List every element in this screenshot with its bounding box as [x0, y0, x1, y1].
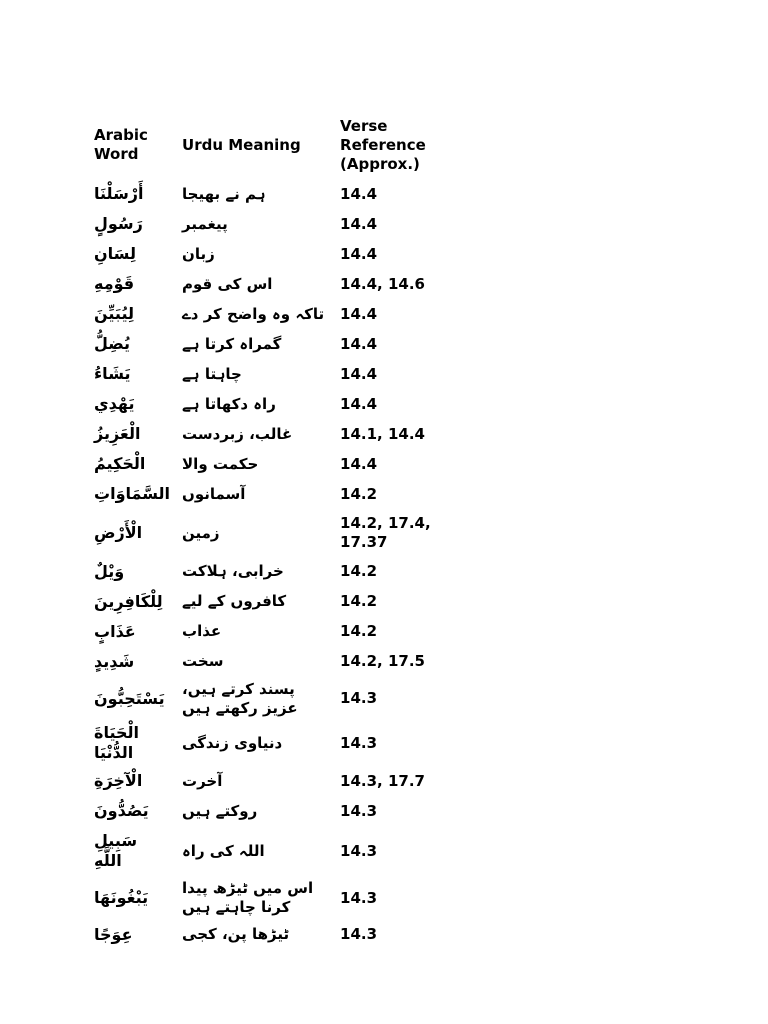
verse-reference-cell: 14.4, 14.6	[340, 274, 425, 293]
verse-reference-cell: 14.4	[340, 244, 378, 263]
arabic-word-cell: الْعَزِيزُ	[94, 424, 141, 444]
arabic-word-cell: أَرْسَلْنَا	[94, 184, 144, 204]
table-row	[88, 209, 484, 239]
verse-reference-cell: 14.3	[340, 888, 378, 907]
urdu-meaning-cell: حکمت والا	[182, 454, 259, 473]
arabic-word-cell: رَسُولٍ	[94, 214, 143, 234]
urdu-meaning-cell: کافروں کے لیے	[182, 592, 287, 611]
urdu-meaning-cell: ٹیڑھا پن، کجی	[182, 925, 290, 944]
verse-reference-cell: 14.3	[340, 689, 378, 708]
table-row	[88, 557, 484, 587]
arabic-word-cell: يُضِلُّ	[94, 334, 131, 354]
verse-reference-cell: 14.2	[340, 622, 378, 641]
header-verse-reference: Verse Reference (Approx.)	[340, 117, 426, 173]
urdu-meaning-cell: خرابی، ہلاکت	[182, 562, 284, 581]
table-row	[88, 389, 484, 419]
verse-reference-cell: 14.2	[340, 562, 378, 581]
header-arabic-word: Arabic Word	[94, 126, 148, 164]
arabic-word-cell: يَصُدُّونَ	[94, 801, 149, 821]
arabic-word-cell: عِوَجًا	[94, 924, 133, 944]
table-row	[88, 269, 484, 299]
urdu-meaning-cell: آخرت	[182, 771, 223, 790]
header-urdu-meaning: Urdu Meaning	[182, 135, 301, 154]
urdu-meaning-cell: اللہ کی راہ	[182, 841, 265, 860]
urdu-meaning-cell: دنیاوی زندگی	[182, 733, 283, 752]
verse-reference-cell: 14.4	[340, 364, 378, 383]
table-row	[88, 359, 484, 389]
verse-reference-cell: 14.3	[340, 733, 378, 752]
arabic-word-cell: عَذَابٍ	[94, 621, 136, 641]
urdu-meaning-cell: گمراہ کرتا ہے	[182, 334, 282, 353]
table-body	[88, 179, 484, 950]
urdu-meaning-cell: ہم نے بھیجا	[182, 184, 266, 203]
arabic-word-cell: لِسَانِ	[94, 244, 136, 264]
verse-reference-cell: 14.4	[340, 214, 378, 233]
table-row	[88, 449, 484, 479]
table-row	[88, 677, 484, 721]
table-row	[88, 647, 484, 677]
verse-reference-cell: 14.4	[340, 304, 378, 323]
table-row	[88, 479, 484, 509]
arabic-word-cell: السَّمَاوَاتِ	[94, 484, 171, 504]
table-row	[88, 419, 484, 449]
urdu-meaning-cell: سخت	[182, 652, 224, 671]
arabic-word-cell: الْآخِرَةِ	[94, 771, 143, 791]
table-row	[88, 720, 484, 766]
urdu-meaning-cell: تاکہ وہ واضح کر دے	[182, 304, 325, 323]
header-row	[88, 112, 484, 179]
urdu-meaning-cell: روکتے ہیں	[182, 801, 258, 820]
arabic-word-cell: لِيُبَيِّنَ	[94, 304, 134, 324]
urdu-meaning-cell: پیغمبر	[182, 214, 228, 233]
verse-reference-cell: 14.4	[340, 454, 378, 473]
table-row	[88, 876, 484, 920]
urdu-meaning-cell: چاہتا ہے	[182, 364, 242, 383]
arabic-word-cell: شَدِيدٍ	[94, 651, 135, 671]
urdu-meaning-cell: اس میں ٹیڑھ پیدا کرنا چاہتے ہیں	[182, 879, 314, 916]
verse-reference-cell: 14.2	[340, 592, 378, 611]
table-row	[88, 766, 484, 796]
arabic-word-cell: يَسْتَحِبُّونَ	[94, 688, 165, 708]
table-row	[88, 587, 484, 617]
arabic-word-cell: سَبِيلِ اللَّهِ	[94, 831, 138, 871]
arabic-word-cell: يَهْدِي	[94, 394, 135, 414]
urdu-meaning-cell: زبان	[182, 244, 215, 263]
arabic-word-cell: يَبْغُونَهَا	[94, 888, 149, 907]
table-row	[88, 329, 484, 359]
urdu-meaning-cell: آسمانوں	[182, 484, 246, 503]
table-row	[88, 920, 484, 950]
arabic-word-cell: الْأَرْضِ	[94, 523, 143, 542]
urdu-meaning-cell: عذاب	[182, 622, 222, 641]
urdu-meaning-cell: غالب، زبردست	[182, 424, 293, 443]
verse-reference-cell: 14.1, 14.4	[340, 424, 425, 443]
verse-reference-cell: 14.4	[340, 184, 378, 203]
verse-reference-cell: 14.3	[340, 801, 378, 820]
verse-reference-cell: 14.2, 17.4, 17.37	[340, 514, 431, 551]
arabic-word-cell: قَوْمِهِ	[94, 274, 135, 294]
urdu-meaning-cell: اس کی قوم	[182, 274, 273, 293]
arabic-word-cell: الْحَكِيمُ	[94, 454, 146, 474]
verse-reference-cell: 14.3	[340, 841, 378, 860]
verse-reference-cell: 14.3	[340, 925, 378, 944]
verse-reference-cell: 14.3, 17.7	[340, 771, 425, 790]
table-row	[88, 509, 484, 557]
table-row	[88, 826, 484, 876]
table-row	[88, 299, 484, 329]
urdu-meaning-cell: پسند کرتے ہیں، عزیز رکھتے ہیں	[182, 679, 298, 717]
arabic-word-cell: الْحَيَاةَ الدُّنْيَا	[94, 723, 140, 763]
verse-reference-cell: 14.2	[340, 484, 378, 503]
table-row	[88, 239, 484, 269]
urdu-meaning-cell: زمین	[182, 523, 220, 542]
arabic-word-cell: لِلْكَافِرِينَ	[94, 591, 163, 611]
arabic-word-cell: وَيْلٌ	[94, 561, 125, 581]
arabic-word-cell: يَشَاءُ	[94, 364, 131, 384]
vocabulary-table	[88, 112, 484, 950]
table-row	[88, 796, 484, 826]
verse-reference-cell: 14.4	[340, 334, 378, 353]
verse-reference-cell: 14.2, 17.5	[340, 652, 425, 671]
verse-reference-cell: 14.4	[340, 394, 378, 413]
urdu-meaning-cell: راہ دکھاتا ہے	[182, 394, 276, 413]
table-row	[88, 179, 484, 209]
table-row	[88, 617, 484, 647]
